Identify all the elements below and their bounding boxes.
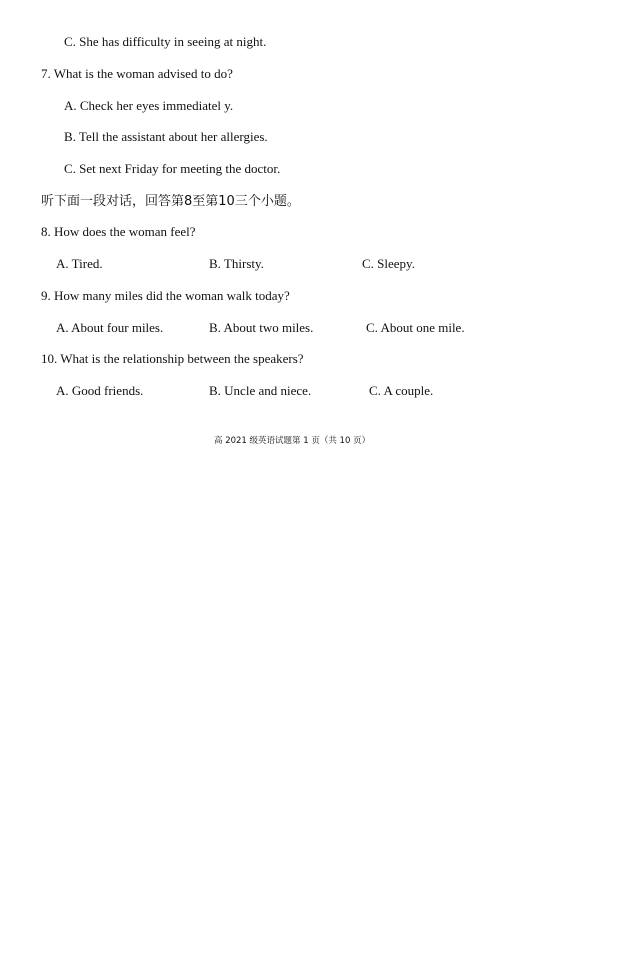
- q7-option-a: A. Check her eyes immediatel y.: [64, 98, 234, 113]
- q9-option-a: A. About four miles.: [56, 320, 164, 335]
- q9-option-b: B. About two miles.: [209, 320, 314, 335]
- q6-option-c: C. She has difficulty in seeing at night.: [64, 34, 267, 49]
- page-footer: 高 2021 级英语试题第 1 页（共 10 页）: [214, 436, 371, 446]
- q10-option-b: B. Uncle and niece.: [209, 383, 312, 398]
- q8-option-a: A. Tired.: [56, 256, 103, 271]
- q8-question: 8. How does the woman feel?: [41, 224, 196, 239]
- q8-option-c: C. Sleepy.: [362, 256, 415, 271]
- q9-option-c: C. About one mile.: [366, 320, 465, 335]
- q10-option-c: C. A couple.: [369, 383, 434, 398]
- q10-option-a: A. Good friends.: [56, 383, 144, 398]
- q10-question: 10. What is the relationship between the speakers?: [41, 351, 304, 366]
- q7-option-c: C. Set next Friday for meeting the doctor.: [64, 161, 281, 176]
- q7-option-b: B. Tell the assistant about her allergies.: [64, 129, 268, 144]
- q9-question: 9. How many miles did the woman walk today?: [41, 288, 290, 303]
- section-instruction: 听下面一段对话，回答第8至第10三个小题。: [41, 194, 300, 209]
- q8-option-b: B. Thirsty.: [209, 256, 264, 271]
- q7-question: 7. What is the woman advised to do?: [41, 66, 233, 81]
